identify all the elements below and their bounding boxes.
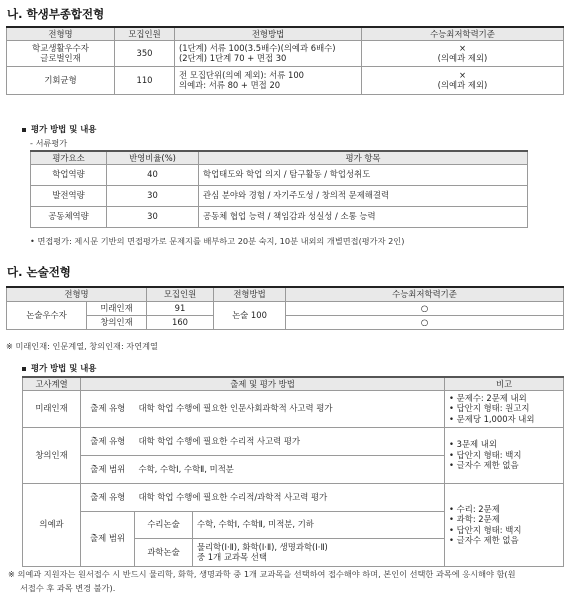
eval-items: 공동체 협업 능력 / 책임감과 성실성 / 소통 능력 bbox=[199, 206, 528, 227]
table-row bbox=[7, 40, 564, 66]
interview-note: • 면접평가: 제시문 기반의 면접평가로 문제지를 배부하고 20분 숙지, 10분 내외의 개별면접(평가자 2인) bbox=[30, 236, 405, 246]
essay-eval-table bbox=[22, 376, 564, 567]
series-name: 미래인재 bbox=[23, 390, 81, 427]
section-da-title: 다. 논술전형 bbox=[7, 265, 71, 279]
row-content: 수학, 수학Ⅰ, 수학Ⅱ, 미적분 bbox=[135, 455, 445, 483]
table-row bbox=[31, 185, 528, 206]
table-row bbox=[7, 301, 564, 315]
admission-min: × (의예과 제외) bbox=[362, 40, 564, 66]
eval-items: 학업태도와 학업 의지 / 탐구활동 / 학업성취도 bbox=[199, 164, 528, 185]
essay-admission-table bbox=[6, 286, 564, 330]
col-header-eval-method: 출제 및 평가 방법 bbox=[81, 377, 445, 390]
square-bullet-icon bbox=[22, 367, 26, 371]
footnote: ※ 의예과 지원자는 원서접수 시 반드시 물리학, 화학, 생명과학 중 1개 교과목을 선택하여 접수해야 하며, 본인이 선택한 과목에 응시해야 함(원 서접수 후 과목 변경 불가). bbox=[8, 569, 516, 593]
track-count: 160 bbox=[147, 315, 214, 329]
col-header-min: 수능최저학력기준 bbox=[362, 27, 564, 40]
eval-factor: 공동체역량 bbox=[31, 206, 107, 227]
col-header-name: 전형명 bbox=[7, 27, 115, 40]
admission-method: 논술 100 bbox=[214, 301, 286, 329]
col-header-min: 수능최저학력기준 bbox=[286, 287, 564, 301]
remark-cell: • 수리: 2문제 • 과학: 2문제 • 답안지 형태: 백지 • 글자수 제한 없음 bbox=[445, 483, 564, 566]
col-header-count: 모집인원 bbox=[115, 27, 175, 40]
table-row bbox=[31, 164, 528, 185]
subject-label: 과학논술 bbox=[135, 538, 193, 566]
col-header-ratio: 반영비율(%) bbox=[107, 151, 199, 164]
row-label: 출제 범위 bbox=[81, 455, 135, 483]
subject-content: 물리학(Ⅰ·Ⅱ), 화학(Ⅰ·Ⅱ), 생명과학(Ⅰ·Ⅱ) 중 1개 교과목 선택 bbox=[193, 538, 445, 566]
row-label: 출제 유형 bbox=[81, 483, 135, 511]
dash-bullet-icon: - bbox=[30, 138, 36, 148]
document-eval-table bbox=[30, 150, 528, 228]
eval-ratio: 30 bbox=[107, 185, 199, 206]
series-name: 의예과 bbox=[23, 483, 81, 566]
row-content: 대학 학업 수행에 필요한 수리적 사고력 평가 bbox=[135, 427, 445, 455]
track-min: ○ bbox=[286, 301, 564, 315]
track-name: 미래인재 bbox=[87, 301, 147, 315]
eval-factor: 발전역량 bbox=[31, 185, 107, 206]
admission-name: 기회균형 bbox=[7, 66, 115, 94]
square-bullet-icon bbox=[22, 128, 26, 132]
bullet-icon: • bbox=[30, 236, 38, 246]
eval-ratio: 30 bbox=[107, 206, 199, 227]
col-header-method: 전형방법 bbox=[175, 27, 362, 40]
table-row bbox=[23, 390, 564, 427]
eval-heading-da: 평가 방법 및 내용 bbox=[22, 362, 96, 374]
table-row bbox=[7, 315, 564, 329]
subject-label: 수리논술 bbox=[135, 511, 193, 538]
col-header-count: 모집인원 bbox=[147, 287, 214, 301]
row-label: 출제 유형 bbox=[81, 427, 135, 455]
track-note: ※ 미래인재: 인문계열, 창의인재: 자연계열 bbox=[6, 341, 158, 351]
series-name: 창의인재 bbox=[23, 427, 81, 483]
table-row bbox=[7, 66, 564, 94]
track-name: 창의인재 bbox=[87, 315, 147, 329]
eval-heading-na: 평가 방법 및 내용 bbox=[22, 123, 96, 135]
row-content: 대학 학업 수행에 필요한 수리적/과학적 사고력 평가 bbox=[135, 483, 445, 511]
table-row bbox=[23, 427, 564, 455]
track-min: ○ bbox=[286, 315, 564, 329]
row-label: 출제 유형 bbox=[81, 390, 135, 427]
admission-method: (1단계) 서류 100(3.5배수)(의예과 6배수) (2단계) 1단계 70 + 면접 30 bbox=[175, 40, 362, 66]
admission-name: 학교생활우수자 글로벌인재 bbox=[7, 40, 115, 66]
table-row bbox=[31, 206, 528, 227]
admission-count: 350 bbox=[115, 40, 175, 66]
col-header-series: 고사계열 bbox=[23, 377, 81, 390]
col-header-items: 평가 항목 bbox=[199, 151, 528, 164]
doc-eval-label: - 서류평가 bbox=[30, 138, 68, 148]
admission-name: 논술우수자 bbox=[7, 301, 87, 329]
remark-cell: • 문제수: 2문제 내외 • 답안지 형태: 원고지 • 문제당 1,000자 내외 bbox=[445, 390, 564, 427]
track-count: 91 bbox=[147, 301, 214, 315]
admission-min: × (의예과 제외) bbox=[362, 66, 564, 94]
col-header-remark: 비고 bbox=[445, 377, 564, 390]
eval-ratio: 40 bbox=[107, 164, 199, 185]
row-label: 출제 범위 bbox=[81, 511, 135, 566]
row-content: 대학 학업 수행에 필요한 인문사회과학적 사고력 평가 bbox=[135, 390, 445, 427]
eval-items: 관심 분야와 경험 / 자기주도성 / 창의적 문제해결력 bbox=[199, 185, 528, 206]
table-row bbox=[23, 483, 564, 511]
col-header-method: 전형방법 bbox=[214, 287, 286, 301]
col-header-name: 전형명 bbox=[7, 287, 147, 301]
comprehensive-admission-table bbox=[6, 26, 564, 95]
subject-content: 수학, 수학Ⅰ, 수학Ⅱ, 미적분, 기하 bbox=[193, 511, 445, 538]
admission-method: 전 모집단위(의예 제외): 서류 100 의예과: 서류 80 + 면접 20 bbox=[175, 66, 362, 94]
eval-factor: 학업역량 bbox=[31, 164, 107, 185]
col-header-factor: 평가요소 bbox=[31, 151, 107, 164]
section-na-title: 나. 학생부종합전형 bbox=[7, 7, 105, 21]
remark-cell: • 3문제 내외 • 답안지 형태: 백지 • 글자수 제한 없음 bbox=[445, 427, 564, 483]
admission-count: 110 bbox=[115, 66, 175, 94]
